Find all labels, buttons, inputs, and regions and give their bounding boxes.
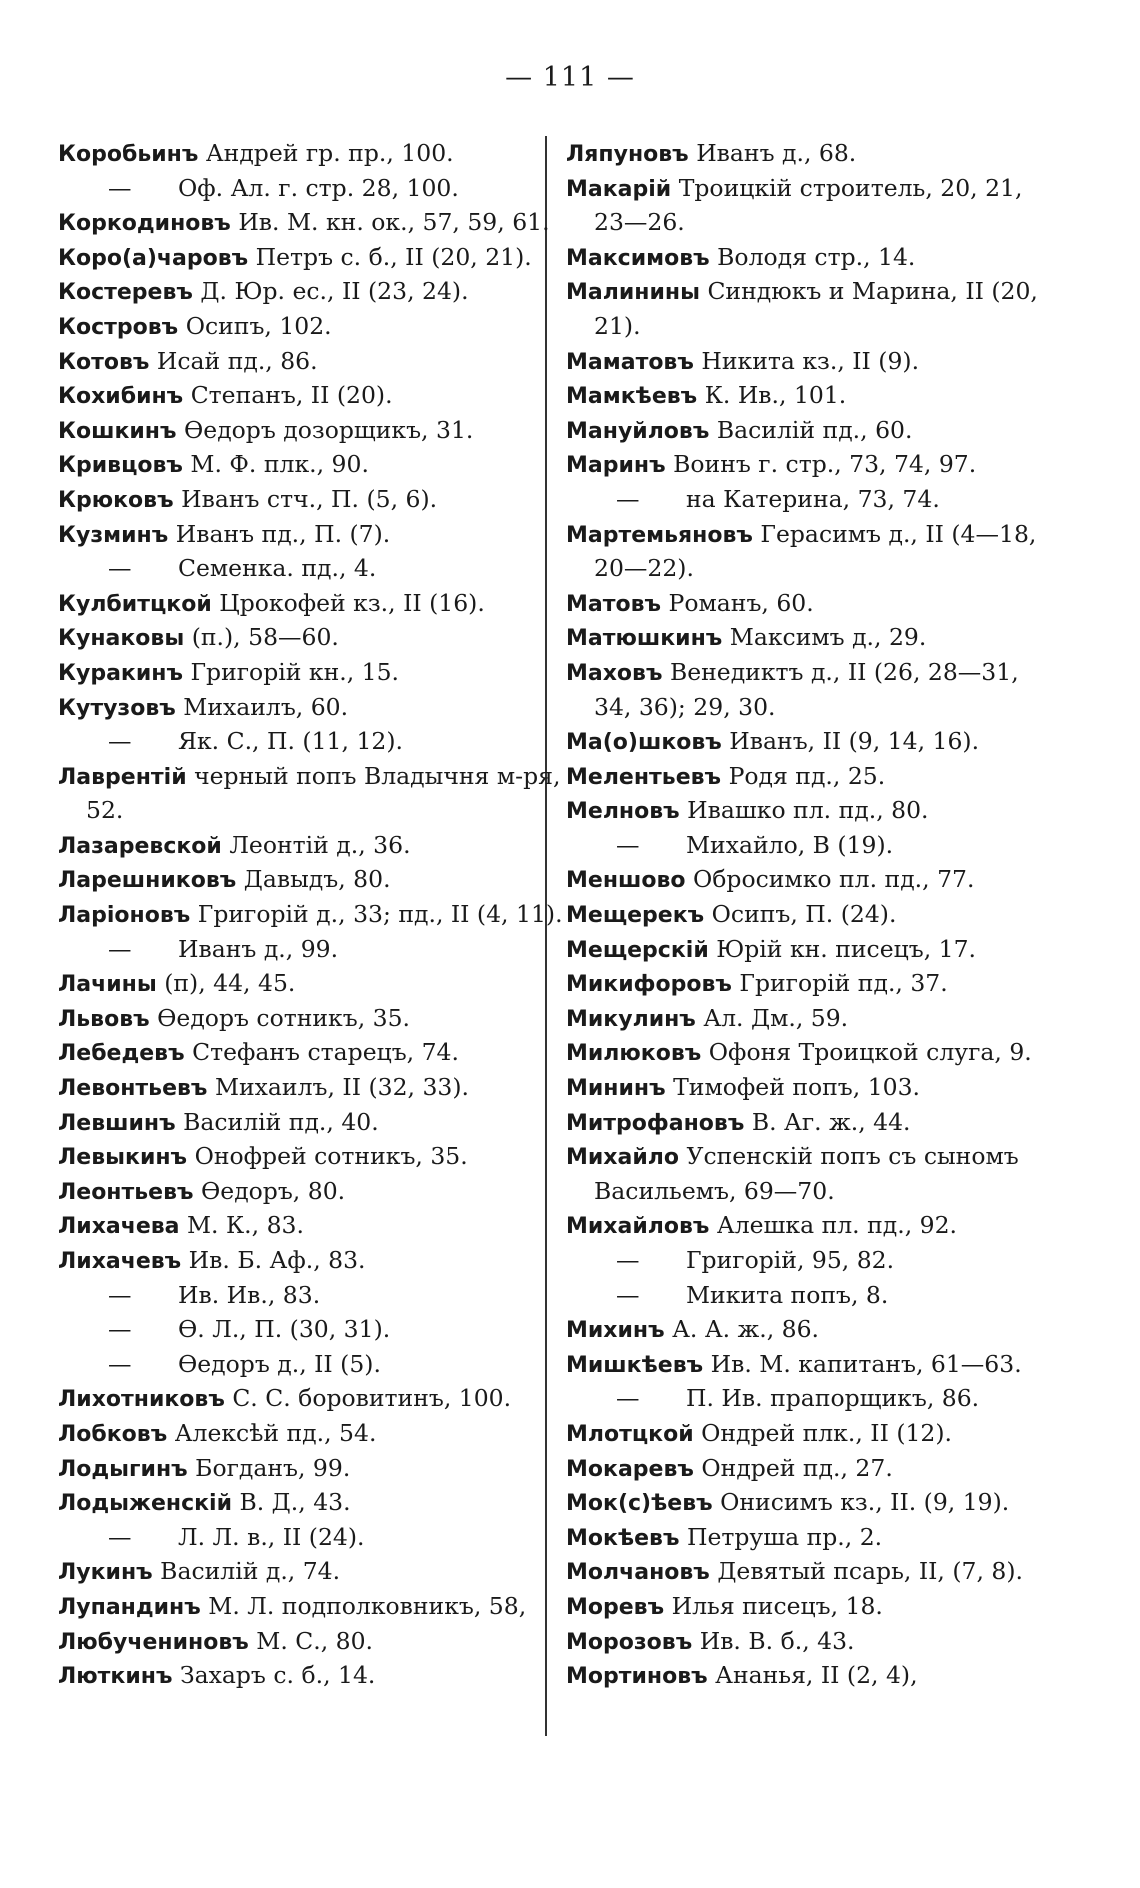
entry-surname: Михайло <box>566 1145 679 1171</box>
index-entry <box>58 690 548 725</box>
index-entry <box>58 1451 548 1486</box>
entry-surname: Лихотниковъ <box>58 1387 225 1413</box>
entry-surname: Михинъ <box>566 1318 665 1344</box>
entry-details: Максимъ д., 29. <box>722 623 927 652</box>
entry-surname: Львовъ <box>58 1006 150 1032</box>
entry-surname: Лазаревской <box>58 833 222 859</box>
entry-details: Микита попъ, 8. <box>686 1280 889 1309</box>
index-entry <box>566 932 1066 967</box>
entry-details: Троицкій строитель, 20, 21, <box>671 173 1023 202</box>
entry-surname: Лаврентій <box>58 764 187 790</box>
entry-details: Андрей гр. пр., 100. <box>198 139 454 167</box>
entry-details: Д. Юр. ес., II (23, 24). <box>192 277 469 306</box>
entry-details: (п), 44, 45. <box>156 969 296 998</box>
entry-surname: Матовъ <box>566 591 662 617</box>
entry-details: В. Д., 43. <box>232 1488 351 1517</box>
index-entry <box>58 274 548 309</box>
entry-surname: Кулбитцкой <box>58 591 212 617</box>
entry-surname: Люткинъ <box>58 1664 173 1690</box>
entry-details: Осипъ, 102. <box>178 311 332 340</box>
entry-details: Ив. М. капитанъ, 61—63. <box>703 1349 1022 1378</box>
entry-details: Онофрей сотникъ, 35. <box>187 1142 468 1171</box>
entry-details: М. С., 80. <box>248 1626 374 1655</box>
index-entry <box>58 517 548 552</box>
entry-details: Девятый псарь, II, (7, 8). <box>709 1557 1023 1586</box>
entry-details: Никита кз., II (9). <box>693 346 920 375</box>
index-entry <box>58 1001 548 1036</box>
ditto-dash: — <box>616 1384 640 1413</box>
entry-surname: Митрофановъ <box>566 1110 745 1136</box>
entry-details: Успенскій попъ съ сыномъ <box>679 1142 1019 1171</box>
entry-surname: Кутузовъ <box>58 695 176 721</box>
entry-details: Васильемъ, 69—70. <box>594 1176 835 1205</box>
index-entry <box>566 1554 1066 1589</box>
entry-surname: Левшинъ <box>58 1110 176 1136</box>
entry-details: 21). <box>594 311 641 340</box>
entry-details: Иванъ д., 68. <box>688 139 857 167</box>
entry-details: Өедоръ д., II (5). <box>178 1349 381 1378</box>
index-entry <box>566 620 1066 655</box>
index-entry-continuation <box>566 205 1066 240</box>
index-entry <box>58 966 548 1001</box>
index-entry <box>566 240 1066 275</box>
entry-details: Степанъ, II (20). <box>183 381 393 410</box>
entry-surname: Максимовъ <box>566 245 710 271</box>
entry-details: Герасимъ д., II (4—18, <box>752 519 1037 548</box>
index-entry <box>566 1105 1066 1140</box>
entry-details: Захаръ с. б., 14. <box>172 1661 376 1690</box>
entry-details: Григорій д., 33; пд., II (4, 11). <box>190 900 563 929</box>
entry-details: Ив. Б. Аф., 83. <box>181 1246 366 1274</box>
index-entry <box>58 1139 548 1174</box>
entry-surname: Макарій <box>566 176 672 202</box>
entry-details: Илья писецъ, 18. <box>664 1591 883 1620</box>
index-entry <box>58 862 548 897</box>
entry-surname: Молчановъ <box>566 1560 710 1586</box>
entry-surname: Леонтьевъ <box>58 1179 194 1205</box>
index-entry <box>58 1035 548 1070</box>
entry-details: А. А. ж., 86. <box>664 1315 820 1344</box>
ditto-dash: — <box>616 484 640 513</box>
entry-details: черный попъ Владычня м-ря, <box>186 761 561 790</box>
index-entry <box>566 586 1066 621</box>
entry-details: Василій пд., 60. <box>709 415 913 444</box>
entry-details: Синдюкъ и Марина, II (20, <box>699 277 1038 306</box>
index-entry <box>58 759 561 794</box>
entry-surname: Лихачевъ <box>58 1249 182 1274</box>
entry-details: Иванъ пд., П. (7). <box>168 519 391 548</box>
entry-surname: Ларіоновъ <box>58 903 191 929</box>
entry-details: К. Ив., 101. <box>697 381 847 410</box>
entry-details: Як. С., П. (11, 12). <box>178 727 403 756</box>
index-entry <box>58 1174 548 1209</box>
index-entry <box>566 1139 1066 1174</box>
index-entry <box>566 1520 1066 1555</box>
entry-surname: Мокѣевъ <box>566 1525 680 1551</box>
entry-details: Алексѣй пд., 54. <box>167 1418 377 1447</box>
entry-details: Осипъ, П. (24). <box>704 900 897 929</box>
entry-surname: Мок(с)ѣевъ <box>566 1491 713 1517</box>
index-entry <box>566 171 1066 206</box>
entry-details: Исай пд., 86. <box>149 346 318 375</box>
index-entry <box>58 1589 548 1624</box>
entry-surname: Млотцкой <box>566 1421 694 1447</box>
index-entry <box>58 1416 548 1451</box>
entry-details: В. Аг. ж., 44. <box>744 1107 911 1136</box>
entry-surname: Ляпуновъ <box>566 142 689 167</box>
index-entry <box>58 1381 548 1416</box>
entry-surname: Ма(о)шковъ <box>566 730 722 756</box>
entry-details: Романъ, 60. <box>661 588 814 617</box>
entry-surname: Мокаревъ <box>566 1456 694 1482</box>
entry-details: Өедоръ сотникъ, 35. <box>149 1003 411 1032</box>
entry-details: П. Ив. прапорщикъ, 86. <box>686 1384 980 1413</box>
index-entry <box>58 586 548 621</box>
entry-surname: Маховъ <box>566 660 663 686</box>
entry-surname: Лодыженскій <box>58 1491 232 1517</box>
index-entry <box>58 136 548 171</box>
entry-details: Юрій кн. писецъ, 17. <box>708 934 977 963</box>
entry-surname: Коро(а)чаровъ <box>58 245 249 271</box>
entry-details: Ив. Ив., 83. <box>178 1280 321 1309</box>
entry-details: Михайло, В (19). <box>686 830 894 859</box>
index-entry <box>58 171 548 206</box>
index-entry-continuation <box>566 690 1066 725</box>
entry-details: 34, 36); 29, 30. <box>594 692 776 721</box>
entry-surname: Мамкѣевъ <box>566 384 698 410</box>
entry-details: С. С. боровитинъ, 100. <box>224 1384 512 1413</box>
entry-surname: Костеревъ <box>58 280 193 306</box>
entry-surname: Любучениновъ <box>58 1629 249 1655</box>
index-entry <box>566 1070 1066 1105</box>
index-entry <box>58 309 548 344</box>
index-entry <box>566 966 1066 1001</box>
entry-surname: Матюшкинъ <box>566 626 723 652</box>
entry-details: М. Л. подполковникъ, 58, <box>200 1591 527 1620</box>
entry-details: Давыдъ, 80. <box>236 865 391 894</box>
index-entry <box>58 1347 548 1382</box>
entry-surname: Кошкинъ <box>58 418 177 444</box>
left-column <box>58 136 563 1693</box>
entry-details: Тимофей попъ, 103. <box>665 1073 921 1102</box>
entry-details: М. К., 83. <box>179 1211 304 1240</box>
entry-surname: Кунаковы <box>58 626 185 652</box>
entry-details: Өедоръ дозорщикъ, 31. <box>176 415 474 444</box>
entry-details: Иванъ д., 99. <box>178 934 339 963</box>
entry-details: Өедоръ, 80. <box>193 1176 346 1205</box>
index-entry <box>566 862 1066 897</box>
entry-surname: Коробьинъ <box>58 142 199 167</box>
index-entry <box>58 344 548 379</box>
index-entry <box>566 1243 1066 1278</box>
index-entry <box>566 1035 1066 1070</box>
entry-surname: Куракинъ <box>58 660 183 686</box>
entry-surname: Лачины <box>58 972 157 998</box>
ditto-dash: — <box>108 934 132 963</box>
index-entry <box>58 205 548 240</box>
entry-surname: Лебедевъ <box>58 1041 185 1067</box>
entry-details: Григорій пд., 37. <box>731 969 948 998</box>
index-entry <box>566 274 1066 309</box>
index-entry <box>566 517 1066 552</box>
index-entry <box>566 378 1066 413</box>
entry-details: Семенка. пд., 4. <box>178 554 377 583</box>
ditto-dash: — <box>108 1280 132 1309</box>
index-entry <box>58 482 548 517</box>
entry-details: Михаилъ, 60. <box>175 692 349 721</box>
index-entry <box>566 344 1066 379</box>
index-entry <box>58 932 548 967</box>
index-entry <box>58 1520 548 1555</box>
index-entry <box>58 1624 548 1659</box>
entry-details: Михаилъ, II (32, 33). <box>207 1073 469 1102</box>
entry-details: на Катерина, 73, 74. <box>686 484 940 513</box>
entry-details: Родя пд., 25. <box>721 761 886 790</box>
index-entry <box>566 759 1066 794</box>
entry-details: Петръ с. б., II (20, 21). <box>248 242 532 271</box>
index-entry <box>566 655 1066 690</box>
entry-details: Ө. Л., П. (30, 31). <box>178 1315 391 1344</box>
entry-surname: Левыкинъ <box>58 1145 188 1171</box>
entry-surname: Малинины <box>566 280 700 306</box>
index-entry <box>58 1278 548 1313</box>
entry-details: Григорій, 95, 82. <box>686 1246 895 1274</box>
index-entry <box>58 1658 548 1693</box>
index-entry <box>566 1624 1066 1659</box>
entry-details: Григорій кн., 15. <box>183 657 400 686</box>
entry-details: Иванъ, II (9, 14, 16). <box>721 727 980 756</box>
entry-details: Богданъ, 99. <box>187 1453 351 1482</box>
index-entry <box>58 1208 548 1243</box>
index-entry <box>566 1658 1066 1693</box>
entry-surname: Мещерскій <box>566 937 709 963</box>
entry-details: Ананья, II (2, 4), <box>707 1661 918 1690</box>
ditto-dash: — <box>616 1246 640 1274</box>
index-entry <box>566 1347 1066 1382</box>
entry-surname: Лобковъ <box>58 1421 168 1447</box>
entry-surname: Мещерекъ <box>566 903 705 929</box>
entry-details: 52. <box>86 796 124 825</box>
index-entry <box>58 1105 548 1140</box>
entry-details: Ондрей плк., II (12). <box>693 1418 953 1447</box>
entry-details: Ив. М. кн. ок., 57, 59, 61. <box>230 208 550 237</box>
index-entry <box>566 1416 1066 1451</box>
entry-details: Оф. Ал. г. стр. 28, 100. <box>178 173 459 202</box>
entry-surname: Мартемьяновъ <box>566 522 753 548</box>
entry-surname: Костровъ <box>58 314 179 340</box>
ditto-dash: — <box>108 1315 132 1344</box>
entry-surname: Маматовъ <box>566 349 694 375</box>
entry-surname: Левонтьевъ <box>58 1076 208 1102</box>
entry-details: Венедиктъ д., II (26, 28—31, <box>662 657 1019 686</box>
index-entry <box>58 413 548 448</box>
entry-surname: Кривцовъ <box>58 453 183 479</box>
entry-surname: Лодыгинъ <box>58 1456 188 1482</box>
entry-details: Ондрей пд., 27. <box>693 1453 893 1482</box>
ditto-dash: — <box>108 1522 132 1551</box>
entry-surname: Микулинъ <box>566 1006 696 1032</box>
entry-details: Ив. В. б., 43. <box>692 1626 855 1655</box>
index-entry <box>58 897 563 932</box>
index-entry <box>58 551 548 586</box>
index-entry <box>566 1001 1066 1036</box>
index-entry <box>58 655 548 690</box>
index-entry <box>566 413 1066 448</box>
ditto-dash: — <box>108 727 132 756</box>
entry-details: 23—26. <box>594 208 685 237</box>
index-entry <box>58 378 548 413</box>
entry-surname: Кузминъ <box>58 522 169 548</box>
entry-details: Ивашко пл. пд., 80. <box>679 796 929 825</box>
entry-details: Алешка пл. пд., 92. <box>709 1211 958 1240</box>
index-entry <box>58 1554 548 1589</box>
entry-details: Ал. Дм., 59. <box>695 1003 849 1032</box>
index-entry-continuation <box>566 551 1066 586</box>
index-entry <box>58 1312 548 1347</box>
entry-surname: Котовъ <box>58 349 150 375</box>
entry-details: Црокофей кз., II (16). <box>211 588 485 617</box>
entry-surname: Михайловъ <box>566 1214 710 1240</box>
index-entry <box>566 828 1066 863</box>
entry-details: Стефанъ старецъ, 74. <box>184 1038 459 1067</box>
index-entry <box>58 828 548 863</box>
entry-details: М. Ф. плк., 90. <box>182 450 369 479</box>
entry-surname: Крюковъ <box>58 487 174 513</box>
entry-details: Обросимко пл. пд., 77. <box>685 865 975 894</box>
index-entry <box>566 1208 1066 1243</box>
entry-surname: Микифоровъ <box>566 972 732 998</box>
index-entry-continuation <box>566 309 1066 344</box>
entry-details: Офоня Троицкой слуга, 9. <box>701 1038 1032 1067</box>
entry-surname: Мининъ <box>566 1076 666 1102</box>
entry-details: Петруша пр., 2. <box>679 1522 883 1551</box>
index-entry <box>566 1485 1066 1520</box>
ditto-dash: — <box>616 830 640 859</box>
index-entry <box>58 240 548 275</box>
entry-details: Иванъ стч., П. (5, 6). <box>173 484 438 513</box>
entry-details: Воинъ г. стр., 73, 74, 97. <box>665 450 977 479</box>
ditto-dash: — <box>108 554 132 583</box>
entry-surname: Мелентьевъ <box>566 764 722 790</box>
entry-surname: Мортиновъ <box>566 1664 708 1690</box>
entry-surname: Милюковъ <box>566 1041 702 1067</box>
index-entry-continuation <box>566 1174 1066 1209</box>
entry-details: Василій пд., 40. <box>175 1107 379 1136</box>
index-entry <box>58 724 548 759</box>
entry-surname: Морозовъ <box>566 1629 693 1655</box>
right-column <box>566 136 1066 1693</box>
index-entry <box>566 1312 1066 1347</box>
entry-surname: Лупандинъ <box>58 1594 201 1620</box>
entry-details: Василій д., 74. <box>152 1557 341 1586</box>
index-entry <box>566 1451 1066 1486</box>
entry-surname: Коркодиновъ <box>58 211 231 237</box>
ditto-dash: — <box>616 1280 640 1309</box>
index-entry <box>566 1381 1066 1416</box>
entry-surname: Мануйловъ <box>566 418 710 444</box>
index-entry <box>566 724 1066 759</box>
entry-surname: Кохибинъ <box>58 384 184 410</box>
entry-details: 20—22). <box>594 554 694 583</box>
entry-surname: Меншово <box>566 868 686 894</box>
entry-surname: Моревъ <box>566 1594 665 1620</box>
entry-surname: Лукинъ <box>58 1560 153 1586</box>
index-entry <box>58 1070 548 1105</box>
ditto-dash: — <box>108 1349 132 1378</box>
index-entry <box>566 897 1066 932</box>
index-entry <box>58 620 548 655</box>
entry-details: (п.), 58—60. <box>184 623 339 652</box>
index-entry <box>566 793 1066 828</box>
index-entry-continuation <box>58 793 548 828</box>
index-entry <box>566 1589 1066 1624</box>
ditto-dash: — <box>108 173 132 202</box>
index-entry <box>58 1485 548 1520</box>
index-entry <box>58 447 548 482</box>
entry-surname: Мишкѣевъ <box>566 1352 704 1378</box>
entry-details: Леонтій д., 36. <box>221 830 411 859</box>
index-entry <box>566 482 1066 517</box>
index-entry <box>566 1278 1066 1313</box>
entry-details: Онисимъ кз., II. (9, 19). <box>712 1488 1010 1517</box>
entry-surname: Лихачева <box>58 1214 180 1240</box>
index-entry <box>566 136 1066 171</box>
entry-details: Володя стр., 14. <box>709 242 916 271</box>
index-entry <box>566 447 1066 482</box>
page-number: — 111 — <box>505 62 635 93</box>
index-entry <box>58 1243 548 1278</box>
entry-surname: Ларешниковъ <box>58 868 237 894</box>
entry-details: Л. Л. в., II (24). <box>178 1522 365 1551</box>
entry-surname: Маринъ <box>566 453 666 479</box>
entry-surname: Мелновъ <box>566 799 680 825</box>
